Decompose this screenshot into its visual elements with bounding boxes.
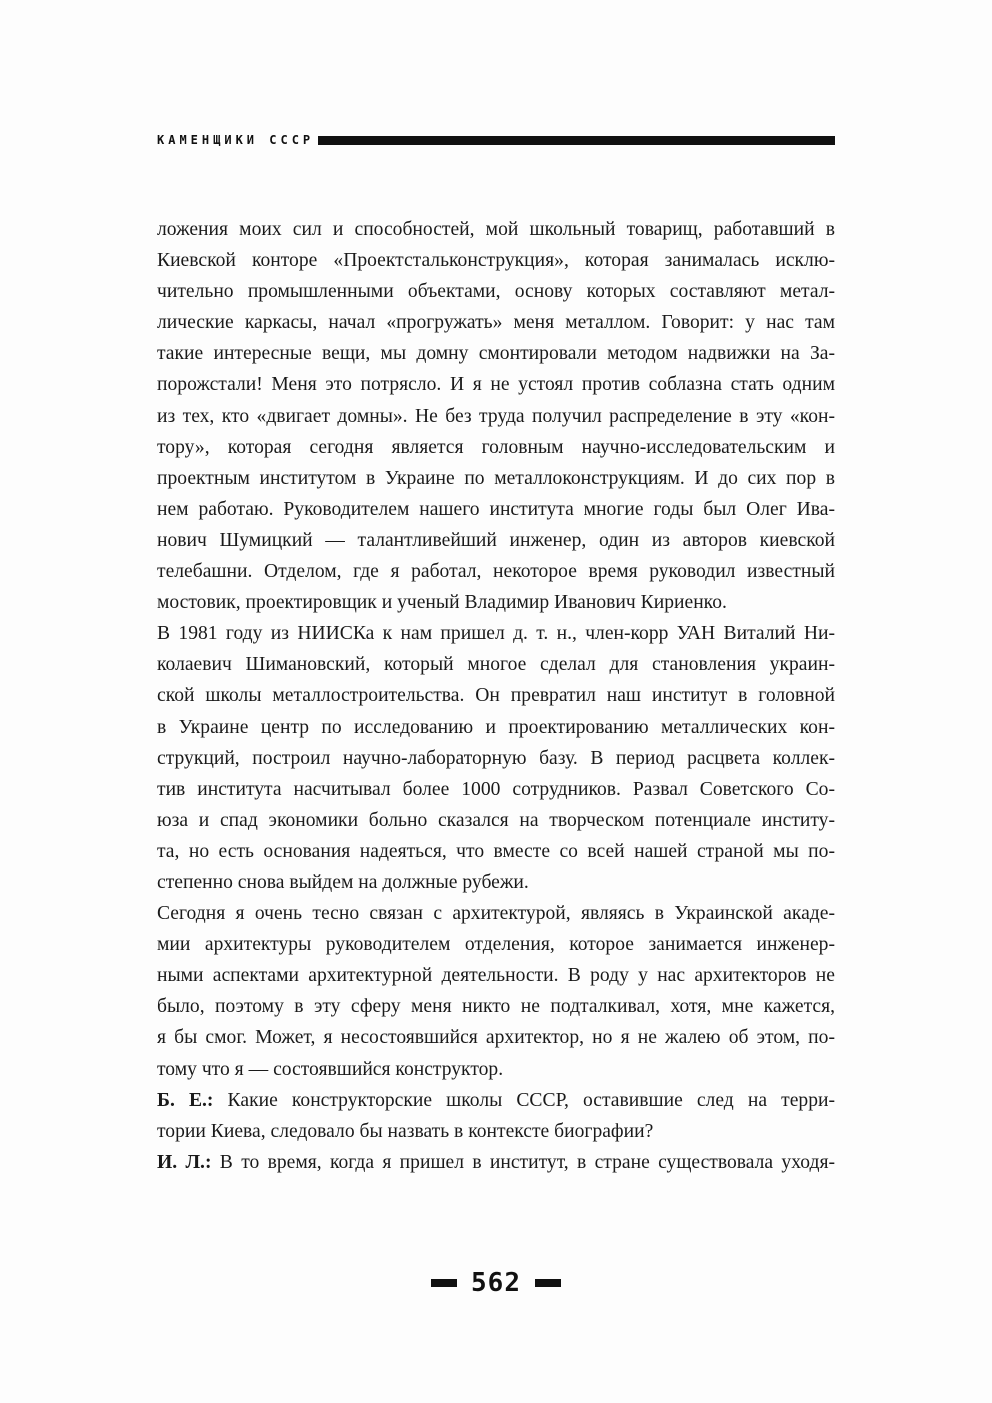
text-line	[157, 463, 835, 494]
text-line	[157, 1147, 835, 1178]
text-line-content: Сегодня я очень тесно связан с архитектурой, являясь в Украинской акаде-	[157, 903, 835, 925]
text-line-content: тору», которая сегодня является головным научно-исследовательским и	[157, 436, 835, 458]
text-line	[157, 1054, 835, 1085]
text-line-content: тив института насчитывал более 1000 сотрудников. Развал Советского Со-	[157, 778, 835, 800]
text-line-content: колаевич Шимановский, который многое сделал для становления украин-	[157, 654, 835, 676]
text-line	[157, 680, 835, 711]
page-number-left-mark	[431, 1279, 457, 1287]
text-line	[157, 991, 835, 1022]
text-line-content: лические каркасы, начал «прогружать» меня металлом. Говорит: у нас там	[157, 312, 835, 334]
header-rule	[318, 136, 835, 145]
text-line-content: из тех, кто «двигает домны». Не без труда получил распределение в эту «кон-	[157, 405, 835, 427]
text-line-content: тому что я — состоявшийся конструктор.	[157, 1058, 504, 1080]
running-header-title: КАМЕНЩИКИ СССР	[157, 133, 315, 147]
text-line	[157, 805, 835, 836]
text-line	[157, 743, 835, 774]
text-line-content: телебашни. Отделом, где я работал, некоторое время руководил известный	[157, 561, 835, 583]
text-line-content: мии архитектуры руководителем отделения, которое занимается инженер-	[157, 934, 835, 956]
text-line	[157, 898, 835, 929]
text-line-content: та, но есть основания надеяться, что вместе со всей нашей страной мы по-	[157, 840, 835, 862]
text-line-content: чительно промышленными объектами, основу которых составляют метал-	[157, 281, 835, 303]
text-line-content: нович Шумицкий — талантливейший инженер, один из авторов киевской	[157, 529, 835, 551]
text-line	[157, 401, 835, 432]
text-line	[157, 338, 835, 369]
text-line-content: Какие конструкторские школы СССР, оставившие след на терри-	[213, 1089, 835, 1111]
text-line-content: мостовик, проектировщик и ученый Владимир Иванович Кириенко.	[157, 592, 727, 614]
text-line	[157, 587, 835, 618]
text-line	[157, 712, 835, 743]
text-line	[157, 432, 835, 463]
text-line-content: было, поэтому в эту сферу меня никто не подталкивал, хотя, мне кажется,	[157, 996, 835, 1018]
text-line	[157, 276, 835, 307]
text-line	[157, 245, 835, 276]
text-line	[157, 369, 835, 400]
text-line	[157, 836, 835, 867]
text-line-content: я бы смог. Может, я несостоявшийся архитектор, но я не жалею об этом, по-	[157, 1027, 835, 1049]
text-line	[157, 1116, 835, 1147]
text-line	[157, 867, 835, 898]
text-line-content: нем работаю. Руководителем нашего института многие годы был Олег Ива-	[157, 498, 835, 520]
text-line-content: в Украине центр по исследованию и проектированию металлических кон-	[157, 716, 835, 738]
text-line-content: проектным институтом в Украине по металлоконструкциям. И до сих пор в	[157, 467, 835, 489]
text-line	[157, 214, 835, 245]
page-number-right-mark	[535, 1279, 561, 1287]
text-line	[157, 929, 835, 960]
text-line-content: ской школы металлостроительства. Он превратил наш институт в головной	[157, 685, 835, 707]
page-number: 562	[471, 1268, 521, 1298]
text-line	[157, 307, 835, 338]
text-line-content: такие интересные вещи, мы домну смонтировали методом надвижки на За-	[157, 343, 835, 365]
text-line-content: струкций, построил научно-лабораторную базу. В период расцвета коллек-	[157, 747, 835, 769]
text-line	[157, 649, 835, 680]
body-text	[157, 214, 835, 1178]
page-footer	[0, 1268, 992, 1298]
running-header	[157, 128, 835, 152]
text-line	[157, 556, 835, 587]
text-line-content: В 1981 году из НИИСКа к нам пришел д. т. н., член-корр УАН Виталий Ни-	[157, 623, 835, 645]
text-line-content: степенно снова выйдем на должные рубежи.	[157, 871, 529, 893]
text-line	[157, 525, 835, 556]
text-line	[157, 494, 835, 525]
text-line-content: ложения моих сил и способностей, мой школьный товарищ, работавший в	[157, 219, 835, 240]
speaker-label: Б. Е.:	[157, 1089, 214, 1111]
text-line	[157, 1085, 835, 1116]
text-line-content: ными аспектами архитектурной деятельности. В роду у нас архитекторов не	[157, 965, 835, 987]
text-line	[157, 618, 835, 649]
text-line	[157, 774, 835, 805]
text-line	[157, 960, 835, 991]
text-line-content: порожстали! Меня это потрясло. И я не устоял против соблазна стать одним	[157, 374, 835, 396]
text-line-content: тории Киева, следовало бы назвать в контексте биографии?	[157, 1120, 654, 1142]
speaker-label: И. Л.:	[157, 1151, 212, 1173]
text-line-content: юза и спад экономики больно сказался на творческом потенциале институ-	[157, 809, 835, 831]
text-line-content: В то время, когда я пришел в институт, в стране существовала уходя-	[211, 1151, 835, 1173]
text-line-content: Киевской конторе «Проектстальконструкция», которая занималась исклю-	[157, 250, 835, 272]
text-line	[157, 1022, 835, 1053]
